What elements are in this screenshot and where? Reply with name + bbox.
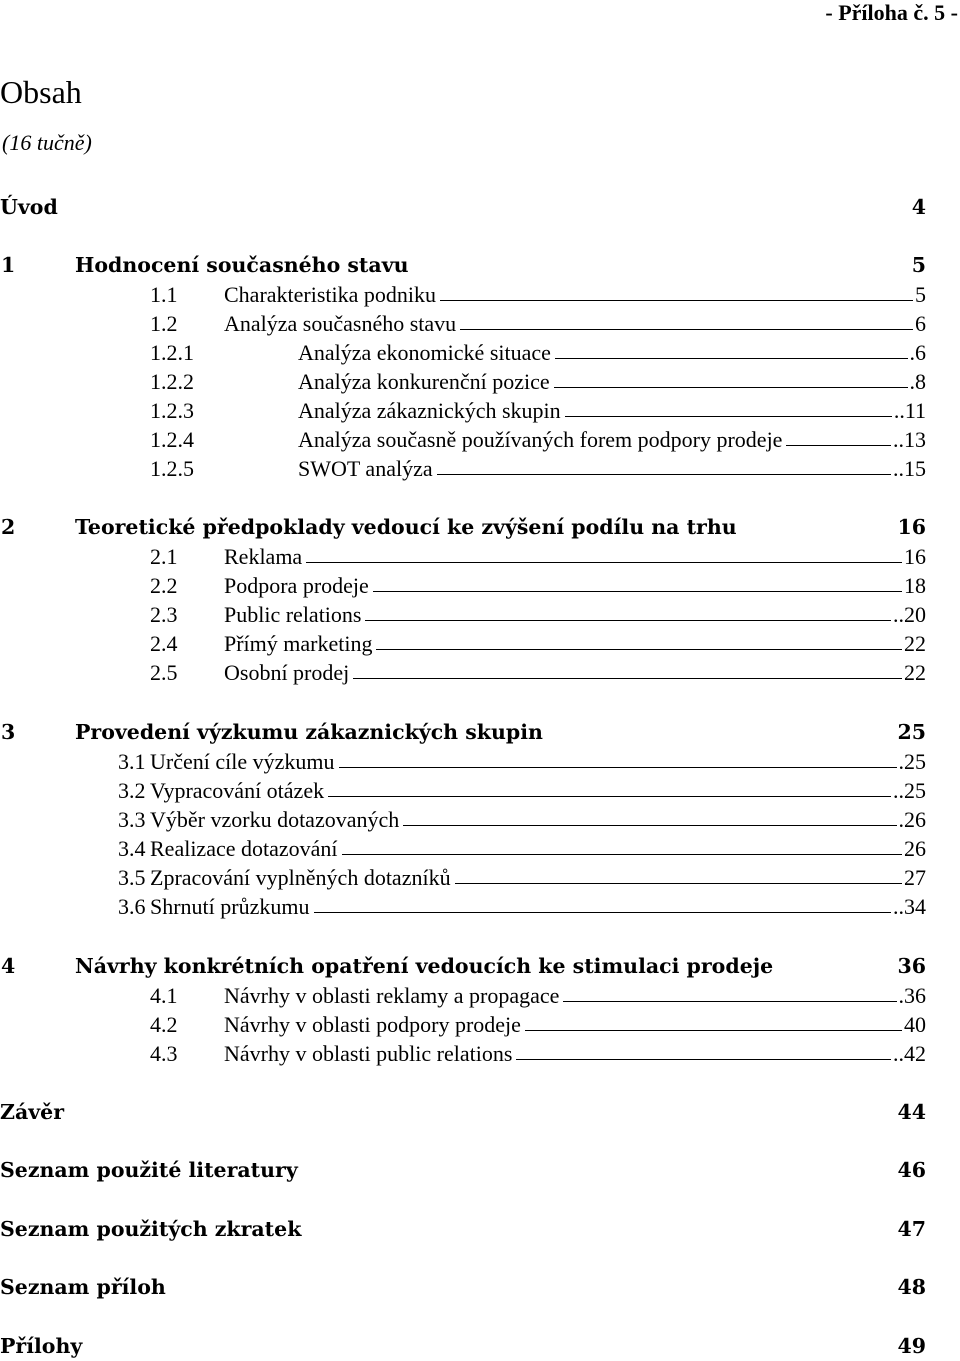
toc-entry[interactable] xyxy=(0,1332,926,1361)
toc-entry-page: 4 xyxy=(911,195,926,219)
toc-entry[interactable] xyxy=(0,892,926,921)
toc-entry-page: 5 xyxy=(915,282,926,307)
toc-entry-number: 3 xyxy=(1,720,16,744)
toc-leader-line xyxy=(342,854,902,855)
toc-leader-line xyxy=(455,883,902,884)
toc-entry[interactable] xyxy=(0,658,926,687)
toc-entry[interactable] xyxy=(0,396,926,425)
toc-entry-label: Hodnocení současného stavu xyxy=(75,253,409,277)
toc-leader-line xyxy=(403,825,896,826)
toc-entry-page: 26 xyxy=(904,836,926,861)
toc-entry-label: Reklama xyxy=(224,544,303,569)
toc-entry-number: 1.2.4 xyxy=(150,427,194,452)
toc-entry-page: 44 xyxy=(897,1100,926,1124)
toc-leader-line xyxy=(786,445,891,446)
toc-entry[interactable] xyxy=(0,1098,926,1127)
toc-leader-line xyxy=(516,1059,891,1060)
toc-leader-line xyxy=(525,1030,902,1031)
toc-leader-line xyxy=(376,649,902,650)
toc-entry-number: 2.4 xyxy=(150,631,178,656)
toc-leader-line xyxy=(460,329,913,330)
toc-entry-label: Osobní prodej xyxy=(224,660,350,685)
toc-entry-number: 3.4 xyxy=(118,836,146,861)
toc-entry-number: 1.1 xyxy=(150,282,178,307)
toc-entry-label: Public relations xyxy=(224,602,362,627)
toc-entry-label: Realizace dotazování xyxy=(150,836,338,861)
toc-entry[interactable] xyxy=(0,367,926,396)
toc-entry-label: Provedení výzkumu zákaznických skupin xyxy=(75,720,543,744)
toc-leader-line xyxy=(437,474,891,475)
toc-entry-number: 1.2.3 xyxy=(150,398,194,423)
toc-entry-number: 1.2 xyxy=(150,311,178,336)
toc-entry-page: .25 xyxy=(898,749,926,774)
toc-entry-label: Návrhy v oblasti reklamy a propagace xyxy=(224,983,560,1008)
toc-entry-label: Závěr xyxy=(0,1100,65,1124)
toc-leader-line xyxy=(440,300,913,301)
toc-entry[interactable] xyxy=(0,338,926,367)
toc-entry-number: 3.6 xyxy=(118,894,146,919)
toc-entry[interactable] xyxy=(0,542,926,571)
toc-entry[interactable] xyxy=(0,981,926,1010)
toc-entry[interactable] xyxy=(0,952,926,981)
toc-entry[interactable] xyxy=(0,1273,926,1302)
toc-entry-label: Teoretické předpoklady vedoucí ke zvýšení podílu na trhu xyxy=(75,515,737,539)
toc-entry[interactable] xyxy=(0,834,926,863)
toc-entry[interactable] xyxy=(0,600,926,629)
page-header: - Příloha č. 5 - xyxy=(825,0,958,25)
toc-entry-number: 1.2.1 xyxy=(150,340,194,365)
toc-entry-page: ..25 xyxy=(893,778,926,803)
toc-leader-line xyxy=(555,358,908,359)
toc-entry-number: 3.5 xyxy=(118,865,146,890)
toc-entry-page: 46 xyxy=(897,1158,926,1182)
toc-entry-number: 4.1 xyxy=(150,983,178,1008)
toc-entry-label: Přílohy xyxy=(0,1334,83,1358)
toc-entry-label: Seznam použitých zkratek xyxy=(0,1217,302,1241)
toc-entry-page: 5 xyxy=(911,253,926,277)
toc-entry-number: 4.3 xyxy=(150,1041,178,1066)
toc-entry[interactable] xyxy=(0,718,926,747)
toc-entry-page: 18 xyxy=(904,573,926,598)
toc-entry-page: 25 xyxy=(897,720,926,744)
toc-leader-line xyxy=(328,796,891,797)
toc-entry-label: Výběr vzorku dotazovaných xyxy=(150,807,400,832)
toc-entry-page: 16 xyxy=(904,544,926,569)
toc-entry-label: Analýza zákaznických skupin xyxy=(298,398,561,423)
toc-entry-page: 16 xyxy=(897,515,926,539)
toc-entry-number: 2.2 xyxy=(150,573,178,598)
toc-entry-label: Charakteristika podniku xyxy=(224,282,437,307)
toc-entry-label: SWOT analýza xyxy=(298,456,433,481)
toc-leader-line xyxy=(306,562,902,563)
toc-leader-line xyxy=(353,678,902,679)
page-title: Obsah xyxy=(0,74,82,110)
toc-entry-number: 4 xyxy=(1,954,16,978)
toc-entry-number: 1.2.5 xyxy=(150,456,194,481)
toc-entry[interactable] xyxy=(0,1215,926,1244)
toc-entry-page: 47 xyxy=(897,1217,926,1241)
toc-entry-page: 6 xyxy=(915,311,926,336)
toc-entry-page: 22 xyxy=(904,660,926,685)
toc-entry-label: Podpora prodeje xyxy=(224,573,369,598)
toc-entry-number: 3.1 xyxy=(118,749,146,774)
toc-entry-label: Seznam příloh xyxy=(0,1275,166,1299)
toc-entry-page: ..20 xyxy=(893,602,926,627)
toc-leader-line xyxy=(314,912,892,913)
toc-entry[interactable] xyxy=(0,280,926,309)
toc-entry[interactable] xyxy=(0,193,926,222)
toc-entry-page: ..15 xyxy=(893,456,926,481)
toc-entry-label: Přímý marketing xyxy=(224,631,373,656)
toc-leader-line xyxy=(373,591,902,592)
toc-entry-page: .6 xyxy=(909,340,926,365)
toc-entry[interactable] xyxy=(0,1010,926,1039)
toc-entry-page: 48 xyxy=(897,1275,926,1299)
toc-entry[interactable] xyxy=(0,747,926,776)
toc-entry-page: 40 xyxy=(904,1012,926,1037)
toc-entry[interactable] xyxy=(0,1039,926,1068)
toc-entry-page: ..11 xyxy=(893,398,926,423)
toc-entry-label: Analýza současně používaných forem podpory prodeje xyxy=(298,427,783,452)
toc-entry[interactable] xyxy=(0,571,926,600)
toc-entry-label: Analýza ekonomické situace xyxy=(298,340,551,365)
toc-entry-label: Návrhy v oblasti public relations xyxy=(224,1041,513,1066)
toc-entry-page: 36 xyxy=(897,954,926,978)
toc-entry-number: 2.3 xyxy=(150,602,178,627)
toc-entry[interactable] xyxy=(0,776,926,805)
toc-entry-page: ..13 xyxy=(893,427,926,452)
toc-entry[interactable] xyxy=(0,1156,926,1185)
toc-leader-line xyxy=(565,416,892,417)
toc-entry-number: 2.5 xyxy=(150,660,178,685)
toc-entry-label: Analýza konkurenční pozice xyxy=(298,369,550,394)
toc-leader-line xyxy=(365,620,891,621)
toc-entry-label: Návrhy konkrétních opatření vedoucích ke stimulaci prodeje xyxy=(75,954,774,978)
toc-entry[interactable] xyxy=(0,863,926,892)
toc-entry-label: Shrnutí průzkumu xyxy=(150,894,310,919)
toc-entry-label: Určení cíle výzkumu xyxy=(150,749,335,774)
toc-entry-page: 22 xyxy=(904,631,926,656)
toc-entry-page: 49 xyxy=(897,1334,926,1358)
toc-entry-number: 1 xyxy=(1,253,16,277)
toc-entry-label: Analýza současného stavu xyxy=(224,311,457,336)
toc-entry-number: 3.3 xyxy=(118,807,146,832)
toc-entry-label: Návrhy v oblasti podpory prodeje xyxy=(224,1012,521,1037)
toc-entry[interactable] xyxy=(0,629,926,658)
toc-leader-line xyxy=(563,1001,896,1002)
toc-entry-number: 4.2 xyxy=(150,1012,178,1037)
toc-leader-line xyxy=(339,767,897,768)
toc-entry-page: 27 xyxy=(904,865,926,890)
toc-entry[interactable] xyxy=(0,513,926,542)
toc-entry-number: 3.2 xyxy=(118,778,146,803)
toc-entry-number: 2.1 xyxy=(150,544,178,569)
toc-entry-label: Zpracování vyplněných dotazníků xyxy=(150,865,451,890)
toc-entry[interactable] xyxy=(0,805,926,834)
toc-entry-page: .8 xyxy=(909,369,926,394)
toc-entry-label: Úvod xyxy=(0,195,58,219)
toc-entry-page: ..34 xyxy=(893,894,926,919)
toc-entry-number: 2 xyxy=(1,515,16,539)
toc-entry-label: Seznam použité literatury xyxy=(0,1158,298,1182)
toc-entry[interactable] xyxy=(0,425,926,454)
toc-entry[interactable] xyxy=(0,309,926,338)
toc-entry-page: .36 xyxy=(898,983,926,1008)
toc-entry[interactable] xyxy=(0,454,926,483)
toc-leader-line xyxy=(554,387,908,388)
toc-entry-label: Vypracování otázek xyxy=(150,778,325,803)
toc-entry[interactable] xyxy=(0,251,926,280)
toc-entry-page: .26 xyxy=(898,807,926,832)
toc-entry-page: ..42 xyxy=(893,1041,926,1066)
toc-entry-number: 1.2.2 xyxy=(150,369,194,394)
page-subtitle: (16 tučně) xyxy=(2,130,92,155)
